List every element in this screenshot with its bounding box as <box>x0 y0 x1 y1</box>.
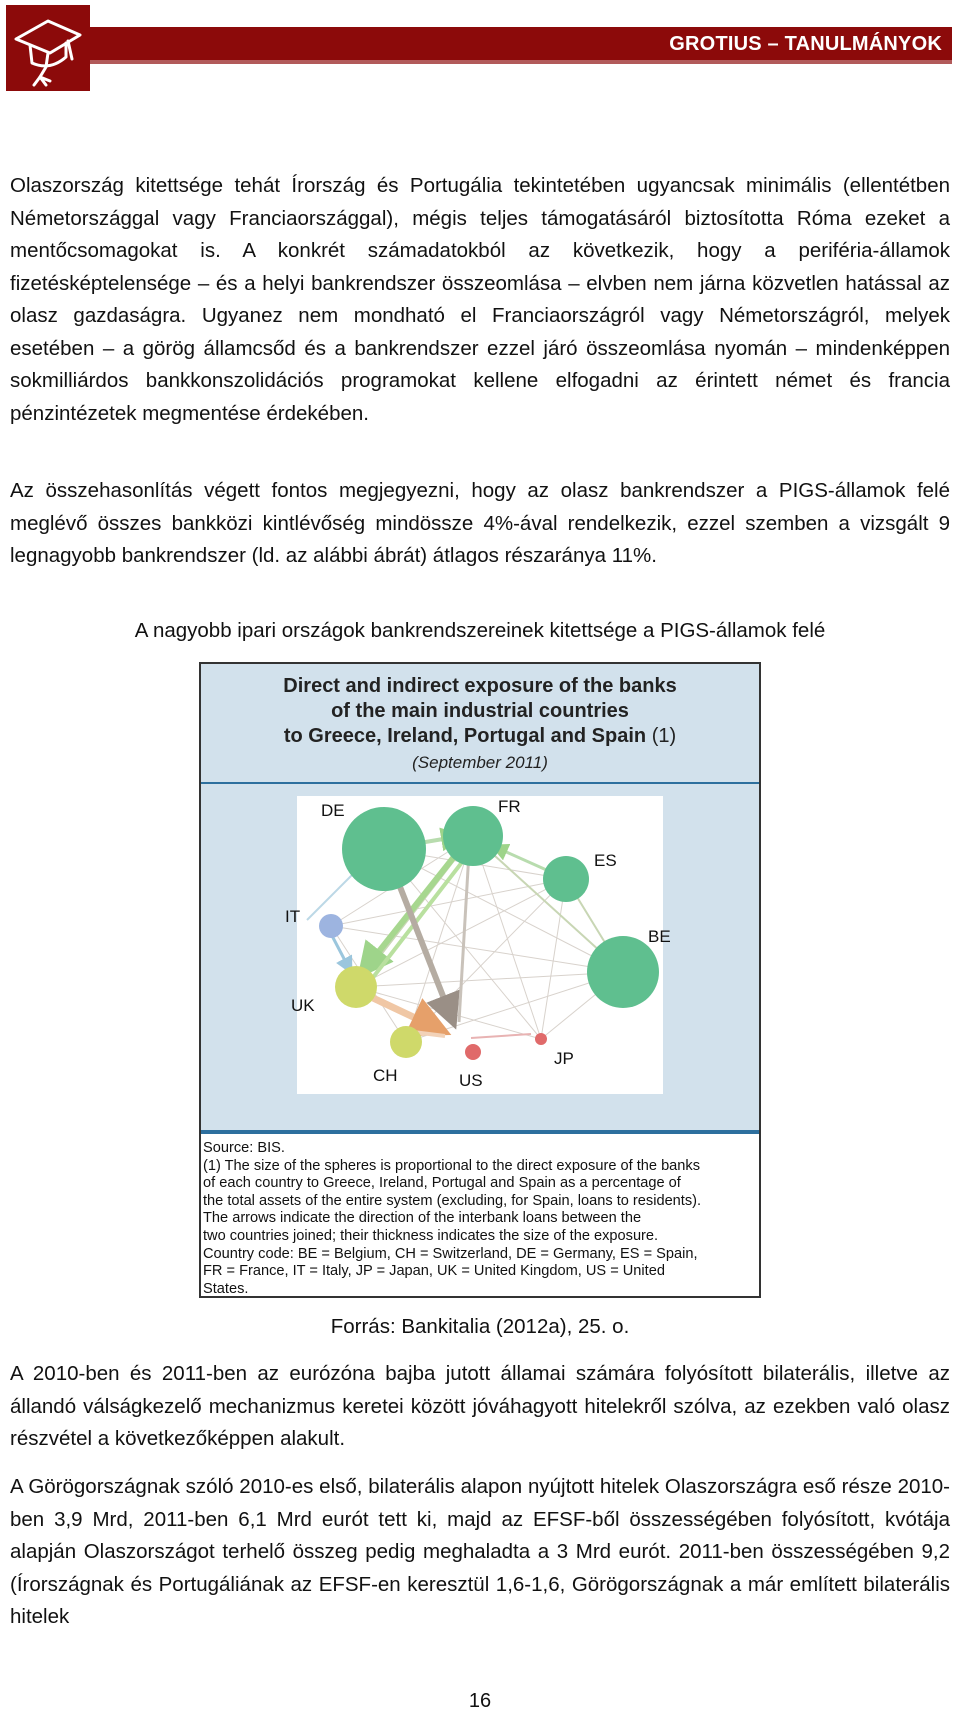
figure-date: (September 2011) <box>412 753 548 772</box>
figure-notes <box>201 1134 759 1296</box>
figure-note-line: Country code: BE = Belgium, CH = Switzerland, DE = Germany, ES = Spain, <box>203 1245 698 1262</box>
node-uk <box>335 966 377 1008</box>
figure-header <box>201 664 759 784</box>
figure-title-line-2: of the main industrial countries <box>331 700 629 722</box>
page-header <box>0 0 960 95</box>
label-fr: FR <box>498 797 521 816</box>
node-be <box>587 936 659 1008</box>
figure-note-line: FR = France, IT = Italy, JP = Japan, UK = United Kingdom, US = United <box>203 1263 665 1280</box>
figure-title-line-3: to Greece, Ireland, Portugal and Spain <box>283 725 647 747</box>
label-ch: CH <box>373 1066 398 1085</box>
figure-title-line-3-wrap <box>201 724 759 749</box>
exposure-figure <box>199 662 761 1298</box>
figure-note-line: States. <box>203 1280 249 1297</box>
figure-note-line: two countries joined; their thickness indicates the size of the exposure. <box>203 1227 659 1244</box>
label-de: DE <box>321 801 345 820</box>
label-es: ES <box>594 851 617 870</box>
figure-source: Forrás: Bankitalia (2012a), 25. o. <box>330 1315 630 1338</box>
figure-note-line: the total assets of the entire system (excluding, for Spain, loans to residents). <box>203 1192 702 1209</box>
node-us <box>465 1044 481 1060</box>
figure-network-panel <box>201 784 759 1134</box>
logo <box>6 5 90 91</box>
label-uk: UK <box>291 996 315 1015</box>
node-de <box>342 807 426 891</box>
node-it <box>319 914 343 938</box>
figure-caption: A nagyobb ipari országok bankrendszereinek kitettsége a PIGS-államok felé <box>134 619 826 642</box>
network-diagram <box>201 784 759 1130</box>
node-ch <box>390 1026 422 1058</box>
figure-title-footnote-mark: (1) <box>651 725 677 747</box>
figure-note-line: (1) The size of the spheres is proportional to the direct exposure of the banks <box>203 1157 701 1174</box>
figure-note-line: Source: BIS. <box>203 1140 285 1156</box>
graduation-cap-logo-icon <box>6 5 90 91</box>
figure-title-line-1: Direct and indirect exposure of the banks <box>283 675 677 697</box>
paragraph-1: Olaszország kitettsége tehát Írország és Portugália tekintetében ugyancsak minimális (ellentétben Németországgal vagy Franciaországgal), mégis teljes támogatásáról biztosította Róma ezeket a mentőcsomagokat is. A konkrét számadatokból az következik, hogy a periféria-államok fizetésképtelensége – és a helyi bankrendszer összeomlása – elvben nem járna közvetlen hatással az olasz gazdaságra. Ugyanez nem mondható el Franciaországról vagy Németországról, melyek esetében – a görög államcsőd és a bankrendszer ezzel járó összeomlása nyomán – mindenképpen sokmilliárdos bankkonszolidációs programokat kellene elfogadni az érintett német és francia pénzintézetek megmentése érdekében. <box>10 174 950 425</box>
node-es <box>543 856 589 902</box>
figure-note-line: The arrows indicate the direction of the interbank loans between the <box>203 1210 642 1227</box>
node-fr <box>443 806 503 866</box>
header-banner <box>90 27 952 64</box>
header-title: GROTIUS – TANULMÁNYOK <box>669 33 942 55</box>
paragraph-3: A 2010-ben és 2011-ben az eurózóna bajba jutott államai számára folyósított bilaterális, illetve az állandó válságkezelő mechanizmus keretei között jóváhagyott hitelekről szólva, az ezekben való olasz részvétel a következőképpen alakult. <box>10 1362 950 1450</box>
paragraph-4: A Görögországnak szóló 2010-es első, bilaterális alapon nyújtott hitelek Olaszországra eső része 2010-ben 3,9 Mrd, 2011-ben 6,1 Mrd eurót tett ki, majd az EFSF-ből összességében folyósított, kvótája alapján Olaszországot terhelő összeg pedig meghaladta a 3 Mrd eurót. 2011-ben összességében 9,2 (Írországnak és Portugáliának az EFSF-en keresztül 1,6-1,6, Görögországnak a már említett bilaterális hitelek <box>10 1475 950 1628</box>
label-it: IT <box>285 907 301 926</box>
figure-note-line: of each country to Greece, Ireland, Portugal and Spain as a percentage of <box>203 1175 681 1192</box>
label-jp: JP <box>554 1049 574 1068</box>
label-be: BE <box>648 927 671 946</box>
label-us: US <box>459 1071 483 1090</box>
node-jp <box>535 1033 547 1045</box>
paragraph-2: Az összehasonlítás végett fontos megjegyezni, hogy az olasz bankrendszer a PIGS-államok felé meglévő összes bankközi kintlévőség mindössze 4%-ával rendelkezik, ezzel szemben a vizsgált 9 legnagyobb bankrendszer (ld. az alábbi ábrát) átlagos részaránya 11%. <box>10 479 950 567</box>
page-number: 16 <box>468 1690 492 1712</box>
